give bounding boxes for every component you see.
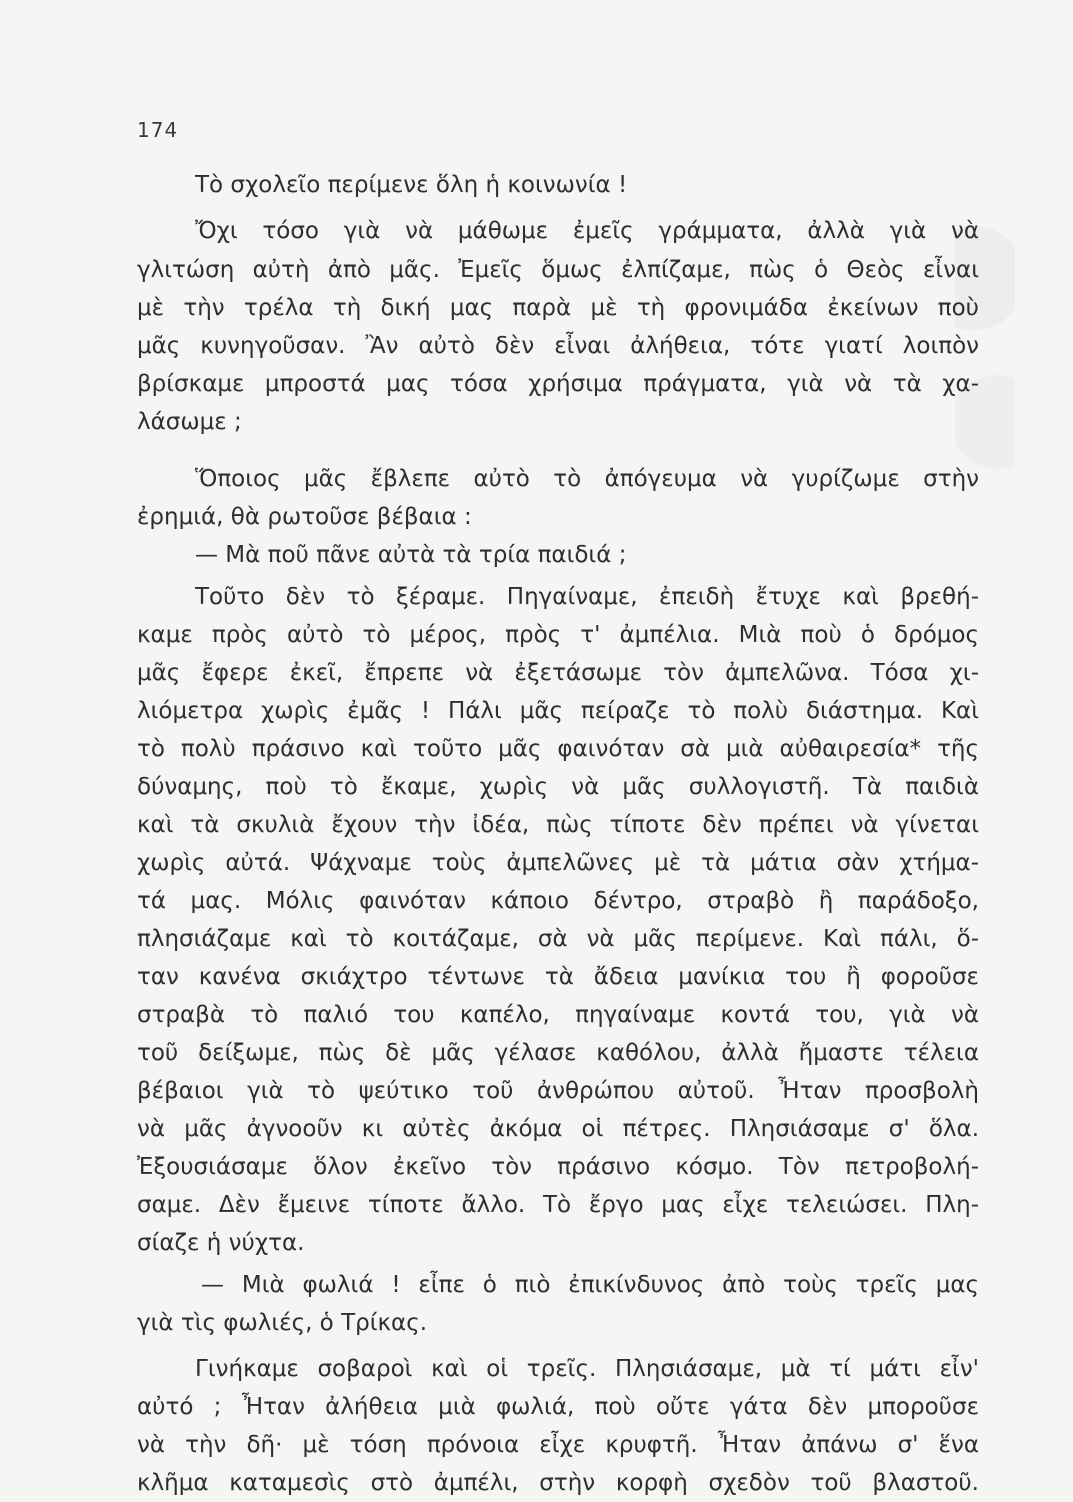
text-line-25: νὰ μᾶς ἀγνοοῦν κι αὐτὲς ἀκόμα οἱ πέτρες. Πλησιάσαμε σ' ὅλα. xyxy=(137,1116,979,1142)
text-line-12: καμε πρὸς αὐτὸ τὸ μέρος, πρὸς τ' ἀμπέλια. Μιὰ ποὺ ὁ δρόμος xyxy=(137,622,979,648)
text-line-26: Ἐξουσιάσαμε ὅλον ἐκεῖνο τὸν πράσινο κόσμο. Τὸν πετροβολή- xyxy=(137,1154,979,1180)
text-line-13: μᾶς ἔφερε ἐκεῖ, ἔπρεπε νὰ ἐξετάσωμε τὸν ἀμπελῶνα. Τόσα χι- xyxy=(137,660,979,686)
text-line-30: γιὰ τὶς φωλιές, ὁ Τρίκας. xyxy=(137,1310,428,1336)
text-line-2: Ὄχι τόσο γιὰ νὰ μάθωμε ἐμεῖς γράμματα, ἀλλὰ γιὰ νὰ xyxy=(195,218,979,244)
text-line-10: — Μὰ ποῦ πᾶνε αὐτὰ τὰ τρία παιδιά ; xyxy=(195,542,627,568)
text-line-23: τοῦ δείξωμε, πὼς δὲ μᾶς γέλασε καθόλου, ἀλλὰ ἤμαστε τέλεια xyxy=(137,1040,979,1066)
text-line-27: σαμε. Δὲν ἔμεινε τίποτε ἄλλο. Τὸ ἔργο μας εἶχε τελειώσει. Πλη- xyxy=(137,1192,979,1218)
text-line-3: γλιτώση αὐτὴ ἀπὸ μᾶς. Ἐμεῖς ὅμως ἐλπίζαμε, πὼς ὁ Θεὸς εἶναι xyxy=(137,257,979,283)
text-line-28: σίαζε ἡ νύχτα. xyxy=(137,1230,305,1256)
text-line-20: πλησιάζαμε καὶ τὸ κοιτάζαμε, σὰ νὰ μᾶς περίμενε. Καὶ πάλι, ὅ- xyxy=(137,926,979,952)
text-line-5: μᾶς κυνηγοῦσαν. Ἂν αὐτὸ δὲν εἶναι ἀλήθεια, τότε γιατί λοιπὸν xyxy=(137,333,979,359)
text-line-32: αὐτό ; Ἦταν ἀλήθεια μιὰ φωλιά, ποὺ οὔτε γάτα δὲν μποροῦσε xyxy=(137,1394,979,1420)
text-line-22: στραβὰ τὸ παλιό του καπέλο, πηγαίναμε κοντά του, γιὰ νὰ xyxy=(137,1002,979,1028)
text-line-8: Ὅποιος μᾶς ἔβλεπε αὐτὸ τὸ ἀπόγευμα νὰ γυρίζωμε στὴν xyxy=(195,466,979,492)
text-line-19: τά μας. Μόλις φαινόταν κάποιο δέντρο, στραβὸ ἢ παράδοξο, xyxy=(137,888,979,914)
text-line-29: — Μιὰ φωλιά ! εἶπε ὁ πιὸ ἐπικίνδυνος ἀπὸ τοὺς τρεῖς μας xyxy=(201,1272,979,1298)
text-line-11: Τοῦτο δὲν τὸ ξέραμε. Πηγαίναμε, ἐπειδὴ ἔτυχε καὶ βρεθή- xyxy=(195,584,979,610)
text-line-9: ἐρημιά, θὰ ρωτοῦσε βέβαια : xyxy=(137,504,472,530)
text-line-16: δύναμης, ποὺ τὸ ἔκαμε, χωρὶς νὰ μᾶς συλλογιστῆ. Τὰ παιδιὰ xyxy=(137,774,979,800)
text-line-21: ταν κανένα σκιάχτρο τέντωνε τὰ ἄδεια μανίκια του ἢ φοροῦσε xyxy=(137,964,979,990)
text-line-15: τὸ πολὺ πράσινο καὶ τοῦτο μᾶς φαινόταν σὰ μιὰ αὐθαιρεσία* τῆς xyxy=(137,736,979,762)
text-line-34: κλῆμα καταμεσὶς στὸ ἀμπέλι, στὴν κορφὴ σχεδὸν τοῦ βλαστοῦ. xyxy=(137,1470,979,1496)
text-line-17: καὶ τὰ σκυλιὰ ἔχουν τὴν ἰδέα, πὼς τίποτε δὲν πρέπει νὰ γίνεται xyxy=(137,812,979,838)
text-line-14: λιόμετρα χωρὶς ἐμᾶς ! Πάλι μᾶς πείραζε τὸ πολὺ διάστημα. Καὶ xyxy=(137,698,979,724)
text-line-18: χωρὶς αὐτά. Ψάχναμε τοὺς ἀμπελῶνες μὲ τὰ μάτια σὰν χτήμα- xyxy=(137,850,979,876)
text-line-33: νὰ τὴν δῆ· μὲ τόση πρόνοια εἶχε κρυφτῆ. Ἦταν ἀπάνω σ' ἕνα xyxy=(137,1432,979,1458)
text-line-6: βρίσκαμε μπροστά μας τόσα χρήσιμα πράγματα, γιὰ νὰ τὰ χα- xyxy=(137,371,979,397)
text-line-31: Γινήκαμε σοβαροὶ καὶ οἱ τρεῖς. Πλησιάσαμε, μὰ τί μάτι εἶν' xyxy=(195,1356,979,1382)
text-line-7: λάσωμε ; xyxy=(137,409,242,435)
text-line-4: μὲ τὴν τρέλα τὴ δική μας παρὰ μὲ τὴ φρονιμάδα ἐκείνων ποὺ xyxy=(137,295,979,321)
text-line-24: βέβαιοι γιὰ τὸ ψεύτικο τοῦ ἀνθρώπου αὐτοῦ. Ἦταν προσβολὴ xyxy=(137,1078,979,1104)
text-line-1: Τὸ σχολεῖο περίμενε ὅλη ἡ κοινωνία ! xyxy=(195,172,628,198)
page-number: 174 xyxy=(137,118,179,142)
